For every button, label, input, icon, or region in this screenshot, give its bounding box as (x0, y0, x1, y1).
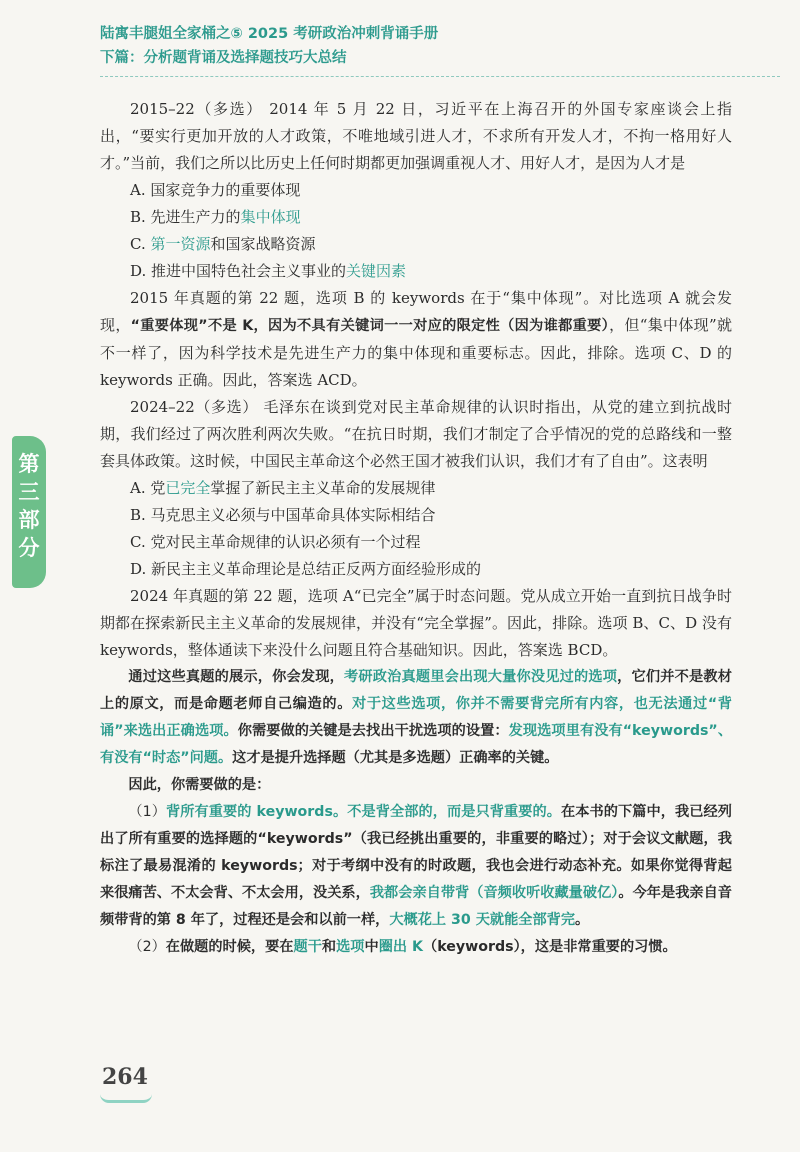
page-body (100, 96, 732, 961)
side-tab-char: 分 (18, 536, 40, 560)
question-2015-analysis: 2015 年真题的第 22 题，选项 B 的 keywords 在于“集中体现”。对比选项 A 就会发现，“重要体现”不是 K，因为不具有关键词一一对应的限定性（因为谁都重要），但“集中体现”就不一样了，因为科学技术是先进生产力的集中体现和重要标志。因此，排除。选项 C、D 的 keywords 正确。因此，答案选 ACD。 (100, 289, 732, 389)
question-2015-option-b: B. 先进生产力的集中体现 (130, 208, 301, 226)
side-tab-char: 第 (18, 452, 40, 476)
page-number-underline (100, 1094, 152, 1103)
question-2024-option-a: A. 党已完全掌握了新民主主义革命的发展规律 (130, 479, 436, 497)
point-two-paragraph: （2）在做题的时候，要在题干和选项中圈出 K（keywords），这是非常重要的习惯。 (128, 939, 677, 955)
keyword-highlight: 关键因素 (346, 262, 407, 280)
page-number: 264 (102, 1064, 148, 1090)
question-2024-analysis: 2024 年真题的第 22 题，选项 A“已完全”属于时态问题。党从成立开始一直到抗日战争时期都在探索新民主主义革命的发展规律，并没有“完全掌握”。因此，排除。选项 B、C、D 没有 keywords，整体通读下来没什么问题且符合基础知识。因此，答案选 BCD。 (100, 587, 732, 659)
question-2024-option-b: B. 马克思主义必须与中国革命具体实际相结合 (130, 506, 436, 524)
keyword-highlight: 集中体现 (240, 208, 301, 226)
question-2024-stem: 2024–22（多选） 毛泽东在谈到党对民主革命规律的认识时指出，从党的建立到抗战时期，我们经过了两次胜利两次失败。“在抗日时期，我们才制定了合乎情况的党的总路线和一整套具体政策。这时候，中国民主革命这个必然王国才被我们认识，我们才有了自由”。这表明 (100, 398, 732, 470)
question-2024-option-d: D. 新民主主义革命理论是总结正反两方面经验形成的 (130, 560, 482, 578)
therefore-line: 因此，你需要做的是： (128, 777, 271, 793)
side-tab-char: 部 (18, 508, 40, 532)
side-tab-char: 三 (18, 480, 40, 504)
question-2015-option-d: D. 推进中国特色社会主义事业的关键因素 (130, 262, 407, 280)
question-2015-option-c: C. 第一资源和国家战略资源 (130, 235, 316, 253)
question-2015-stem: 2015–22（多选） 2014 年 5 月 22 日，习近平在上海召开的外国专家座谈会上指出，“要实行更加开放的人才政策，不唯地域引进人才，不求所有开发人才，不拘一格用好人才。”当前，我们之所以比历史上任何时期都更加强调重视人才、用好人才，是因为人才是 (100, 100, 732, 172)
running-header (100, 22, 780, 70)
keyword-highlight: 第一资源 (150, 235, 211, 253)
part-three-side-tab (12, 436, 46, 588)
header-divider (100, 76, 780, 77)
point-one-paragraph: （1）背所有重要的 keywords。不是背全部的，而是只背重要的。在本书的下篇中，我已经列出了所有重要的选择题的“keywords”（我已经挑出重要的，非重要的略过）；对于会议文献题，我标注了最易混淆的 keywords；对于考纲中没有的时政题，我也会进行动态补充。如果你觉得背起来很痛苦、不太会背、不太会用，没关系，我都会亲自带背（音频收听收藏量破亿）。今年是我亲自音频带背的第 8 年了，过程还是会和以前一样，大概花上 30 天就能全部背完。 (100, 804, 732, 928)
header-section-title: 下篇：分析题背诵及选择题技巧大总结 (100, 50, 347, 66)
question-2024-option-c: C. 党对民主革命规律的认识必须有一个过程 (130, 533, 421, 551)
keyword-highlight: 已完全 (165, 479, 211, 497)
header-book-title: 陆寓丰腿姐全家桶之⑤ 2025 考研政治冲刺背诵手册 (100, 26, 439, 42)
bold-emphasis: “重要体现”不是 K，因为不具有关键词一一对应的限定性（因为谁都重要） (130, 318, 610, 334)
summary-paragraph: 通过这些真题的展示，你会发现，考研政治真题里会出现大量你没见过的选项，它们并不是教材上的原文，而是命题老师自己编造的。对于这些选项，你并不需要背完所有内容，也无法通过“背诵”来选出正确选项。你需要做的关键是去找出干扰选项的设置：发现选项里有没有“keywords”、有没有“时态”问题。这才是提升选择题（尤其是多选题）正确率的关键。 (100, 669, 733, 766)
question-2015-option-a: A. 国家竞争力的重要体现 (130, 181, 301, 199)
